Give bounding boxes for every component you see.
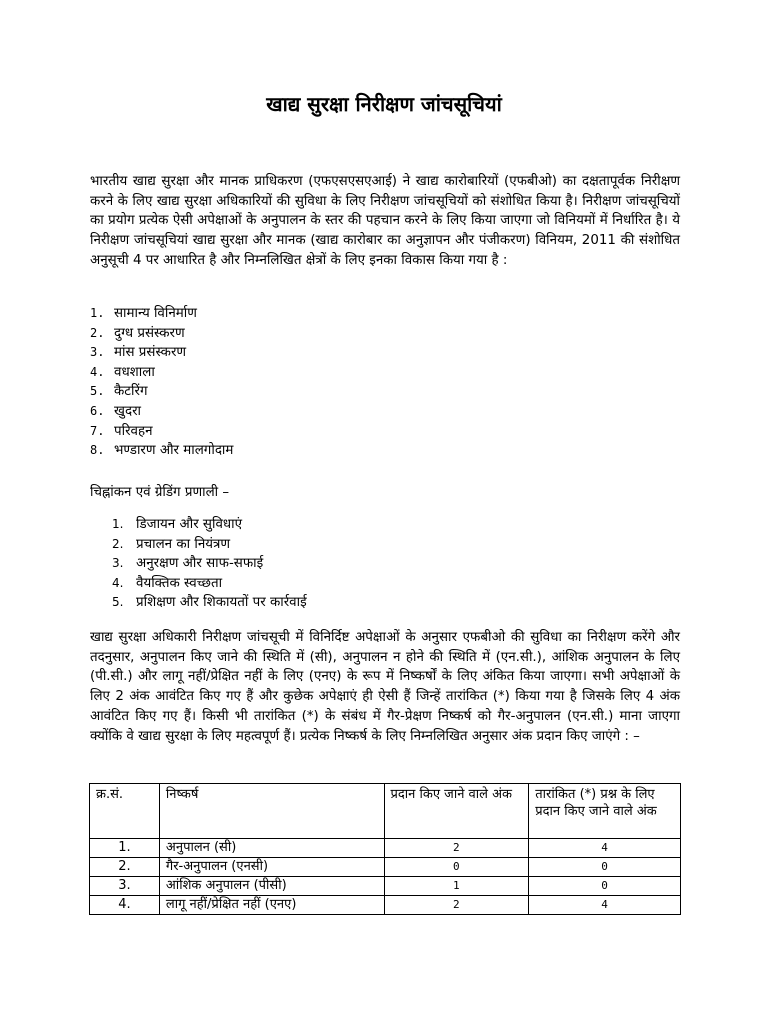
serial-cell: 3. [90,877,160,896]
list-label: मांस प्रसंस्करण [114,345,187,361]
criteria-list [112,515,307,613]
list-number: 1. [112,517,124,531]
list-number: 5. [112,595,124,610]
list-item [90,422,233,442]
table-header-row [90,784,681,839]
list-label: सामान्य विनिर्माण [114,306,197,321]
finding-cell: लागू नहीं/प्रेक्षित नहीं (एनए) [159,896,384,915]
list-label: भण्डारण और मालगोदाम [114,443,234,459]
starred-marks-cell: 0 [529,877,681,896]
list-item [90,304,233,324]
table-row [90,858,681,877]
list-label: प्रचालन का नियंत्रण [136,536,231,552]
table-row [90,839,681,858]
intro-paragraph: भारतीय खाद्य सुरक्षा और मानक प्राधिकरण (एफएसएसएआई) ने खाद्य कारोबारियों (एफबीओ) का दक्षतापूर्वक निरीक्षण करने के लिए खाद्य सुरक्षा अधिकारियों की सुविधा के लिए निरीक्षण जांचसूचियों को संशोधित किया है। निरीक्षण जांचसूचियों का प्रयोग प्रत्येक ऐसी अपेक्षाओं के अनुपालन के स्तर की पहचान करने के लिए किया जाएगा जो विनियमों में निर्धारित है। ये निरीक्षण जांचसूचियां खाद्य सुरक्षा और मानक (खाद्य कारोबार का अनुज्ञापन और पंजीकरण) विनियम, 2011 की संशोधित अनुसूची 4 पर आधारित है और निम्नलिखित क्षेत्रों के लिए इनका विकास किया गया है : [90,174,680,268]
list-label: खुदरा [114,403,142,419]
list-number: 7. [90,423,105,438]
column-header-serial: क्र.सं. [90,784,160,839]
starred-marks-cell: 0 [529,858,681,877]
list-label: परिवहन [114,423,153,439]
list-number: 5. [90,384,105,399]
list-item [112,515,307,535]
finding-cell: अनुपालन (सी) [159,839,384,858]
marks-cell: 2 [384,896,529,915]
list-item [90,382,233,402]
list-number: 3. [90,345,105,360]
marks-cell: 2 [384,839,529,858]
scoring-paragraph: खाद्य सुरक्षा अधिकारी निरीक्षण जांचसूची में विनिर्दिष्ट अपेक्षाओं के अनुसार एफबीओ की सुविधा का निरीक्षण करेंगे और तदनुसार, अनुपालन किए जाने की स्थिति में (सी), अनुपालन न होने की स्थिति में (एन.सी.), आंशिक अनुपालन के लिए (पी.सी.) और लागू नहीं/प्रेक्षित नहीं के लिए (एनए) के रूप में निष्कर्षों के लिए अंकित किया जाएगा। सभी अपेक्षाओं के लिए 2 अंक आवंटित किए गए हैं और कुछेक अपेक्षाएं ही ऐसी हैं जिन्हें तारांकित (*) किया गया है जिसके लिए 4 अंक आवंटित किए गए हैं। किसी भी तारांकित (*) के संबंध में गैर-प्रेक्षण निष्कर्ष को गैर-अनुपालन (एन.सी.) माना जाएगा क्योंकि वे खाद्य सुरक्षा के लिए महत्वपूर्ण हैं। प्रत्येक निष्कर्ष के लिए निम्नलिखित अनुसार अंक प्रदान किए जाएंगे : – [90,630,680,744]
starred-marks-cell: 4 [529,896,681,915]
list-label: प्रशिक्षण और शिकायतों पर कार्रवाई [136,595,307,611]
list-item [112,574,307,594]
list-item [112,593,307,613]
document-title: खाद्य सुरक्षा निरीक्षण जांचसूचियां [266,92,502,116]
list-item [112,554,307,574]
column-header-marks: प्रदान किए जाने वाले अंक [384,784,529,839]
list-item [90,363,233,383]
list-item [112,535,307,555]
list-label: कैटरिंग [114,384,148,400]
list-number: 2. [112,536,124,551]
finding-cell: आंशिक अनुपालन (पीसी) [159,877,384,896]
list-label: वैयक्तिक स्वच्छता [136,575,223,591]
list-number: 2. [90,325,105,340]
table-row [90,896,681,915]
sector-list [90,304,233,461]
list-number: 6. [90,403,105,418]
list-label: अनुरक्षण और साफ-सफाई [136,556,264,572]
serial-cell: 1. [90,839,160,858]
list-item [90,343,233,363]
marks-cell: 1 [384,877,529,896]
column-header-finding: निष्कर्ष [159,784,384,839]
list-number: 4. [112,575,124,590]
starred-marks-cell: 4 [529,839,681,858]
list-item [90,402,233,422]
list-number: 3. [112,556,124,571]
column-header-starred-marks: तारांकित (*) प्रश्न के लिए प्रदान किए जाने वाले अंक [529,784,681,839]
list-item [90,441,233,461]
list-label: वधशाला [114,364,155,380]
serial-cell: 4. [90,896,160,915]
marks-table [89,783,681,915]
list-number: 8. [90,443,105,458]
marking-system-heading: चिह्नांकन एवं ग्रेडिंग प्रणाली – [90,485,230,500]
list-label: दुग्ध प्रसंस्करण [114,325,185,341]
table-row [90,877,681,896]
list-item [90,324,233,344]
list-number: 1. [90,306,105,320]
list-number: 4. [90,364,105,379]
list-label: डिजायन और सुविधाएं [136,517,242,532]
serial-cell: 2. [90,858,160,877]
finding-cell: गैर-अनुपालन (एनसी) [159,858,384,877]
marks-cell: 0 [384,858,529,877]
